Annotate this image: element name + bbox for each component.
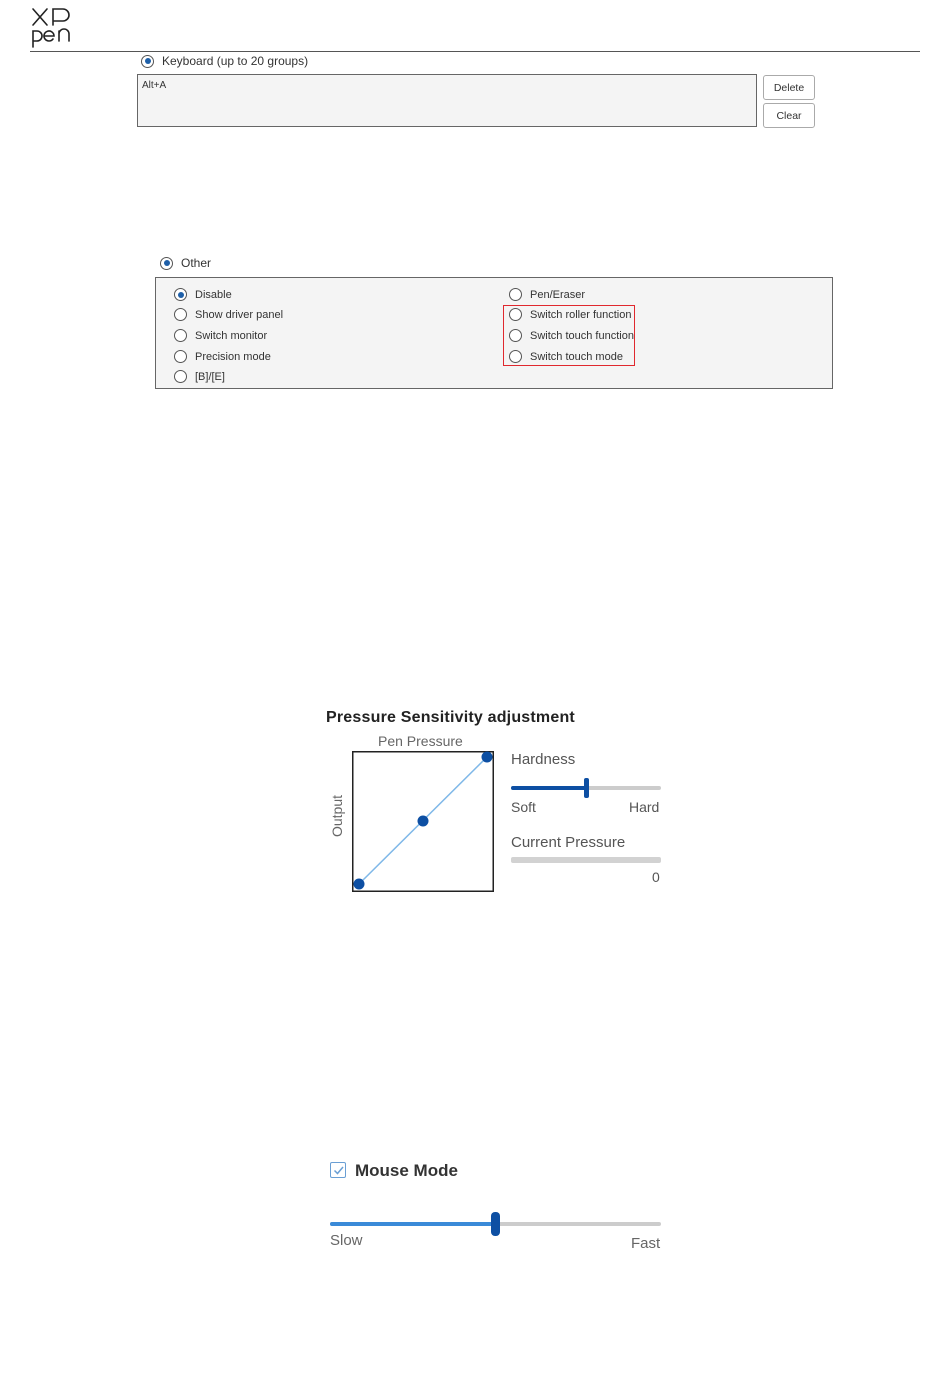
other-radio[interactable] — [160, 257, 173, 270]
option-show-driver-panel[interactable] — [174, 308, 283, 321]
other-option[interactable] — [160, 256, 211, 270]
fast-label: Fast — [631, 1235, 661, 1252]
current-pressure-value: 0 — [652, 869, 660, 885]
curve-point-end — [482, 752, 493, 763]
mouse-speed-slider[interactable] — [330, 1212, 661, 1236]
option-label: [B]/[E] — [195, 370, 225, 383]
other-label: Other — [181, 256, 212, 270]
hard-label: Hard — [629, 799, 660, 815]
soft-label: Soft — [511, 799, 536, 815]
mouse-mode-checkbox[interactable] — [330, 1162, 346, 1178]
pressure-title: Pressure Sensitivity adjustment — [326, 709, 575, 726]
option-precision-mode[interactable] — [174, 350, 271, 363]
pen-pressure-axis-label: Pen Pressure — [378, 733, 463, 749]
hardness-thumb[interactable] — [584, 778, 589, 798]
option-label: Disable — [195, 288, 232, 301]
option-radio[interactable] — [174, 350, 187, 363]
current-pressure-label: Current Pressure — [511, 834, 626, 851]
speed-fill — [330, 1222, 496, 1226]
delete-button[interactable]: Delete — [763, 75, 815, 100]
option-label: Precision mode — [195, 350, 271, 363]
option-radio[interactable] — [174, 370, 187, 383]
keyboard-label: Keyboard (up to 20 groups) — [162, 54, 309, 68]
hardness-slider[interactable] — [511, 778, 661, 798]
option-b-e[interactable] — [174, 370, 225, 383]
option-radio[interactable] — [174, 288, 187, 301]
option-radio[interactable] — [174, 308, 187, 321]
output-axis-label: Output — [329, 794, 346, 838]
shortcut-list[interactable] — [137, 74, 757, 127]
curve-point-start — [354, 879, 365, 890]
header-divider — [30, 51, 920, 52]
option-switch-monitor[interactable] — [174, 329, 267, 342]
clear-button[interactable]: Clear — [763, 103, 815, 128]
xppen-logo — [31, 6, 77, 48]
option-disable[interactable] — [174, 288, 232, 301]
option-radio[interactable] — [174, 329, 187, 342]
option-label: Switch touch mode — [530, 350, 623, 363]
pressure-curve-graph[interactable] — [352, 751, 494, 892]
slow-label: Slow — [330, 1232, 363, 1249]
highlight-box — [503, 305, 635, 366]
option-label: Show driver panel — [195, 308, 284, 321]
option-label: Switch roller function — [530, 308, 632, 321]
shortcut-entry[interactable]: Alt+A — [142, 80, 167, 91]
hardness-fill — [511, 786, 586, 790]
option-radio[interactable] — [509, 288, 522, 301]
current-pressure-bar — [511, 857, 661, 863]
mouse-mode-label: Mouse Mode — [355, 1161, 458, 1180]
keyboard-option[interactable] — [141, 54, 308, 68]
checkmark-icon — [332, 1164, 345, 1177]
option-pen-eraser[interactable] — [509, 288, 585, 301]
option-label: Pen/Eraser — [530, 288, 586, 301]
option-label: Switch touch function — [530, 329, 634, 342]
keyboard-radio[interactable] — [141, 55, 154, 68]
hardness-label: Hardness — [511, 751, 576, 768]
curve-point-mid — [418, 816, 429, 827]
option-label: Switch monitor — [195, 329, 268, 342]
speed-thumb[interactable] — [491, 1212, 500, 1236]
